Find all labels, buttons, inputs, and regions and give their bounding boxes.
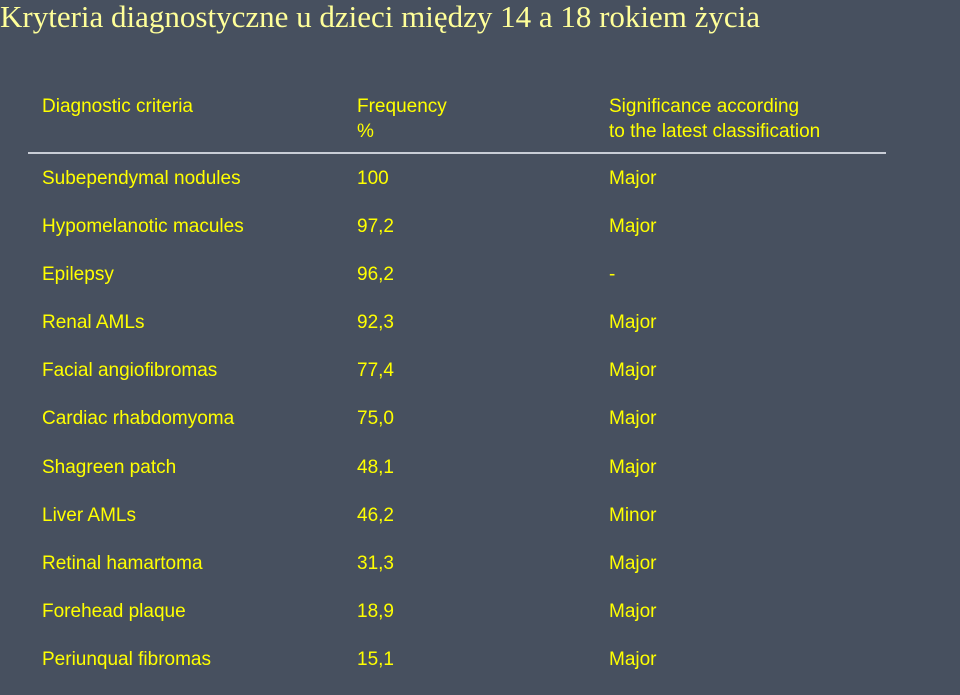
table-row xyxy=(0,166,960,214)
significance-cell: Major xyxy=(609,360,657,382)
header-diagnostic-criteria: Diagnostic criteria xyxy=(42,96,193,117)
frequency-cell: 48,1 xyxy=(357,456,394,478)
table-row xyxy=(0,551,960,599)
frequency-cell: 96,2 xyxy=(357,264,394,286)
criterion-cell: Renal AMLs xyxy=(42,312,145,334)
criterion-cell: Periunqual fibromas xyxy=(42,648,211,670)
significance-cell: Major xyxy=(609,552,657,574)
header-frequency-line2: % xyxy=(357,121,374,142)
significance-cell: Major xyxy=(609,456,657,478)
header-frequency-line1: Frequency xyxy=(357,96,447,117)
significance-cell: Minor xyxy=(609,504,657,526)
frequency-cell: 92,3 xyxy=(357,312,394,334)
table-row xyxy=(0,406,960,454)
frequency-cell: 18,9 xyxy=(357,600,394,622)
significance-cell: Major xyxy=(609,408,657,430)
criterion-cell: Liver AMLs xyxy=(42,504,136,526)
significance-cell: - xyxy=(609,264,616,286)
frequency-cell: 75,0 xyxy=(357,408,394,430)
header-frequency xyxy=(357,94,447,144)
table-row xyxy=(0,647,960,695)
criterion-cell: Cardiac rhabdomyoma xyxy=(42,408,235,430)
header-divider xyxy=(28,152,886,154)
criterion-cell: Forehead plaque xyxy=(42,600,186,622)
frequency-cell: 15,1 xyxy=(357,648,394,670)
header-significance-line1: Significance according xyxy=(609,96,800,117)
significance-cell: Major xyxy=(609,648,657,670)
table-row xyxy=(0,262,960,310)
header-significance-line2: to the latest classification xyxy=(609,121,821,142)
frequency-cell: 77,4 xyxy=(357,360,394,382)
table-row xyxy=(0,358,960,406)
slide-title: Kryteria diagnostyczne u dzieci między 14 a 18 rokiem życia xyxy=(0,0,761,34)
criteria-table-body xyxy=(0,166,960,695)
frequency-cell: 46,2 xyxy=(357,504,394,526)
frequency-cell: 97,2 xyxy=(357,216,394,238)
table-row xyxy=(0,503,960,551)
significance-cell: Major xyxy=(609,312,657,334)
criterion-cell: Subependymal nodules xyxy=(42,168,241,189)
table-row xyxy=(0,599,960,647)
significance-cell: Major xyxy=(609,600,657,622)
criterion-cell: Facial angiofibromas xyxy=(42,360,218,382)
criterion-cell: Shagreen patch xyxy=(42,456,177,478)
frequency-cell: 31,3 xyxy=(357,552,394,574)
table-row xyxy=(0,455,960,503)
significance-cell: Major xyxy=(609,168,657,189)
criterion-cell: Epilepsy xyxy=(42,264,114,286)
table-row xyxy=(0,214,960,262)
criterion-cell: Hypomelanotic macules xyxy=(42,216,244,238)
significance-cell: Major xyxy=(609,216,657,238)
criterion-cell: Retinal hamartoma xyxy=(42,552,203,574)
header-significance xyxy=(609,94,820,144)
table-row xyxy=(0,310,960,358)
frequency-cell: 100 xyxy=(357,168,389,189)
